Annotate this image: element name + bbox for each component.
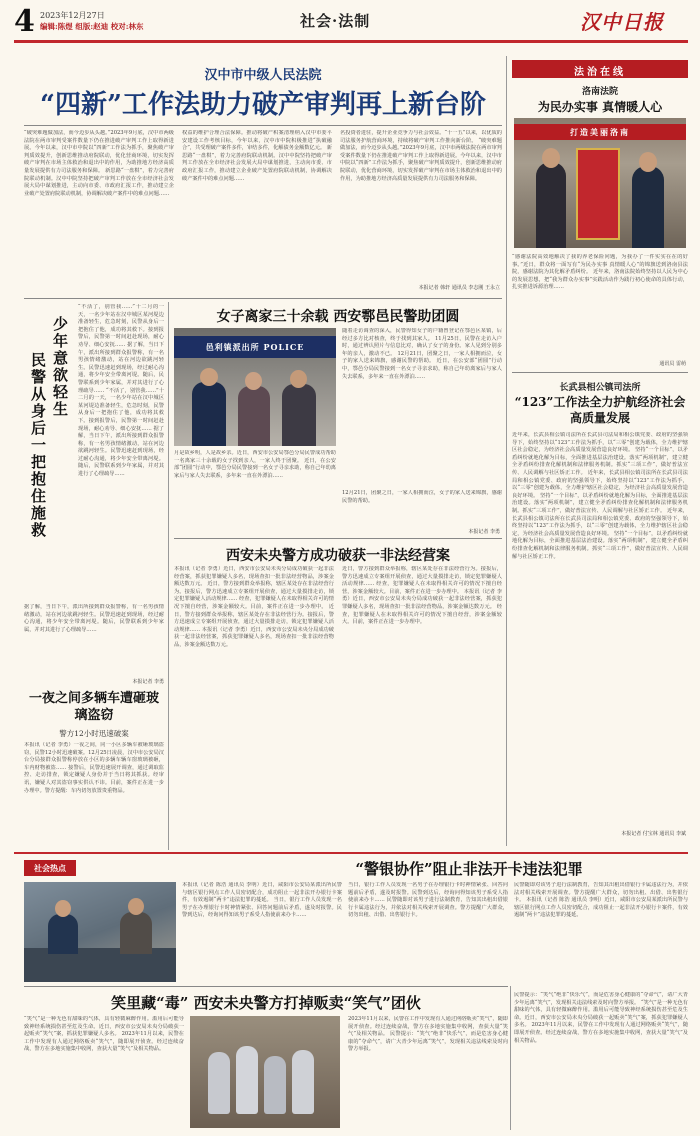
story-c-paragraph-5b: 12月21日，团聚之日，一家人相拥而泣，女子的家人送来锦旗，感谢民警的帮助。 [342, 490, 502, 504]
story-b-paragraph-2: 接警后，民警迅速展开调查，通过调取监控、走访排查，锁定嫌疑人身份并于当日将其抓获。经审讯，嫌疑人对其盗窃事实供认不讳。目前，案件正在进一步办理中。警方提醒：车内切勿放置贵重物品。 [24, 764, 164, 794]
page-number: 4 [14, 4, 35, 39]
story-c-paragraph-1: 月是故乡明，人是故乡亲。近日，西安市公安局鄠邑分局民警成功帮助一名离家三十余载的女子找到亲人，一家人终于团聚。 [174, 450, 336, 464]
story-e-badge-label: 社会热点 [34, 863, 66, 873]
story-b-body [24, 742, 164, 846]
story-a-paragraph-2: 据了解，当日下午，派出所接到群众报警称，有一名男孩情绪激动，站在河边欲跳河轻生。民警迅速赶到现场，经过耐心沟通，将少年安全带离河堤。随后，民警联系到少年家属，并对其进行了心理疏导…… [78, 341, 164, 394]
column-body [512, 254, 688, 360]
story-d-paragraph-1: 本报讯（记者 李勇）近日，西安市公安局未央分局成功破获一起非法经营案，抓获犯罪嫌疑人多名，现场查扣一批非法经营物品，涉案金额达数万元。 [174, 566, 334, 588]
photo-banner [514, 124, 686, 140]
story-b-title: 一夜之间多辆车遭砸玻璃盗窃 [28, 691, 159, 723]
gas-canister-4 [292, 1050, 314, 1114]
person-right-head [639, 152, 657, 172]
person-left-head [542, 148, 560, 168]
bottom-band-rule [14, 852, 688, 854]
section-title: 社会·法制 [300, 12, 371, 30]
story-f-col2 [348, 1016, 508, 1128]
story-c-photo [174, 328, 336, 446]
vsep-right [506, 56, 507, 846]
story-e-paragraph-1: 本报讯（记者 陈浩 通讯员 李明）近日，咸阳市公安局某派出所民警与辖区银行网点工作人员密切配合，成功阻止一起非法开办银行卡案件，有效遏制“两卡”违法犯罪的蔓延。 [182, 882, 342, 904]
lead-paragraph-3: 权益的维护合理合法保障。推动将破产积案清理纳入汉中市委平安建设工作考核目标，今年以来，汉中市中院积极推进“执破融合”，共受理破产案件多件，审结多件，化解债务金额数亿元。 [182, 130, 332, 152]
lead-paragraph-4: 名投资者进驻，提升企业竞争力与社会效益。“十一五”以来，以优质的司法服务护航营商环境，持续将破产审判工作推向新台阶。 [340, 130, 502, 144]
story-e-paragraph-3b: 民警随即对该男子进行法制教育，告知其出租出借银行卡属违法行为，并依法对相关线索开展调查。警方提醒广大群众，切勿出租、出借、出售银行卡。 [514, 882, 688, 904]
story-a-paragraph-2b: 据了解，当日下午，派出所接到群众报警称，有一名男孩情绪激动，站在河边欲跳河轻生。民警迅速赶到现场，经过耐心沟通，将少年安全带离河堤。随后，民警联系到少年家属，并对其进行了心理疏导…… [78, 425, 164, 478]
story-d-paragraph-2c: 近日，警方接到群众举报称，辖区某处存在非法经营行为。接报后，警方迅速成立专案组开展侦查，通过大量摸排走访，锁定犯罪嫌疑人活动规律…… [342, 566, 502, 588]
page-header [0, 0, 700, 52]
editors-line: 编辑:陈煜 组版:赵迪 校对:林东 [40, 22, 144, 31]
relative-head [290, 370, 307, 388]
story-e-photo [24, 882, 176, 982]
story-f-paragraph-1: “笑气”是一种无色有甜味的气体，具有轻微麻醉作用。滥用后可能导致神经系统损伤甚至危及生命。近日，西安市公安局未央分局破获一起贩卖“笑气”案，抓获犯罪嫌疑人多名。 [24, 1016, 184, 1038]
story-e-paragraph-2: 当日，银行工作人员发现一名男子在办理银行卡时神情紧张、回答问题前后矛盾，遂及时报警。民警到达后，经询问得知该男子系受人指使前来办卡…… [182, 897, 342, 919]
story-f-paragraph-2: 2023年11月以来，民警在工作中发现有人通过网络贩卖“笑气”，随即展开侦查。经过连续奋战，警方在多地实施集中收网，查获大量“笑气”及相关物品。 [24, 1031, 184, 1053]
column2-paragraph-1c: 近年来，长武县相公镇司法所在长武县司法局和相公镇党委、政府的坚强领导下，始终坚持以“123”工作法为抓手，以“三零”创建为载体，全力维护辖区社会稳定，为经济社会高质量发展营造良好环境。 [512, 507, 688, 537]
gas-canister-3 [264, 1056, 286, 1114]
teller-head [55, 900, 71, 917]
story-a-title-1: 少年意欲轻生 [51, 316, 69, 418]
column2-title: “123”工作法全力护航经济社会高质量发展 [514, 395, 686, 425]
story-d-col2 [342, 566, 502, 848]
story-a-headline [24, 302, 74, 602]
column-photo [514, 118, 686, 248]
column-unit: 洛南法院 [581, 87, 618, 97]
column-paragraph-1: “感谢法院高效地解决了我的养老保险问题，为我办了一件实实在在的好事。”近日，群众将一面写有“为民办实事 真情暖人心”的锦旗送到洛南县法院，感谢法院为其化解矛盾纠纷。 [512, 254, 688, 276]
column2-unit: 长武县相公镇司法所 [559, 383, 641, 393]
police-sign [174, 336, 336, 358]
story-a-byline: 本报记者 李勇 [132, 679, 164, 685]
story-a-paragraph-1b: “不活了，别管我……”十二月的一天，一名少年站在汉中城区某河堤边准备轻生，危急时刻，民警从身后一把抱住了他，成功将其救下。接到报警后，民警第一时间赶赴现场，耐心劝导、细心安抚…… [78, 387, 164, 432]
story-f-col1 [24, 1016, 184, 1128]
story-c-body-right [342, 328, 502, 486]
lead-headline-block [24, 60, 502, 124]
vsep-left [168, 302, 169, 850]
column-title: 为民办实事 真情暖人心 [537, 100, 663, 114]
story-c-paragraph-2b: 近日，在公安部“团圆”行动中，鄠邑分局民警接到一名女子寻亲求助，称自己年幼离家后与家人失去联系，多年来一直在外漂泊…… [342, 358, 502, 380]
story-d-paragraph-2: 近日，警方接到群众举报称，辖区某处存在非法经营行为。接报后，警方迅速成立专案组开展侦查，通过大量摸排走访，锁定犯罪嫌疑人活动规律…… [174, 581, 334, 603]
woman-head [245, 372, 262, 390]
story-c-paragraph-4: 11月25日，民警在走访入户时，通过辨认照片与信息比对，确认了女子的身份。家人见到分别多年的亲人，激动不已。 [342, 335, 502, 357]
column2-body [512, 432, 688, 828]
story-e-col2 [348, 882, 508, 982]
story-a-paragraph-1: “不活了，别管我……”十二月的一天，一名少年站在汉中城区某河堤边准备轻生，危急时刻，民警从身后一把抱住了他，成功将其救下。接到报警后，民警第一时间赶赴现场，耐心劝导、细心安抚…… [78, 304, 164, 348]
gas-canister-1 [208, 1052, 230, 1114]
story-c-body-lower-right [342, 490, 502, 530]
photo-banner-text: 打造美丽洛南 [570, 127, 630, 137]
story-f-paragraph-2c: 2023年11月以来，民警在工作中发现有人通过网络贩卖“笑气”，随即展开侦查。经过连续奋战，警方在多地实施集中收网，查获大量“笑气”及相关物品。 [514, 1022, 688, 1044]
story-f-photo [190, 1016, 340, 1128]
column2-paragraph-2b: 坚持“一个目标”，以矛盾纠纷就地化解为目标，全面推进基层法治建设。落实“两项机制”，建立健全矛盾纠纷排查化解机制和法律服务机制。抓实“三项工作”，做好普法宣传、人民调解与社区矫正工作。 [512, 492, 688, 514]
lead-body-col2 [182, 130, 332, 292]
story-c-byline: 本报记者 李勇 [468, 529, 500, 535]
counter-desk [24, 948, 176, 982]
story-d-col1 [174, 566, 334, 848]
column2-paragraph-1b: 近年来，长武县相公镇司法所在长武县司法局和相公镇党委、政府的坚强领导下，始终坚持以“123”工作法为抓手，以“三零”创建为载体，全力维护辖区社会稳定，为经济社会高质量发展营造良好环境。 [512, 469, 688, 499]
teller-figure [48, 914, 78, 954]
lead-paragraph-2: 新思路“一盘棋”，着力完善府院联动机制。汉中中院坚持把破产审判工作放在全市经济社会发展大局中谋划推进，主动向市委、市政府汇报工作，推动建立企业破产处置府院联动机制，协调解决破产案件中的难点问题…… [24, 167, 174, 197]
story-ef-divider [24, 986, 508, 987]
gas-canister-2 [236, 1046, 258, 1114]
story-c-paragraph-3: 随着走访调查的深入，民警得知女子的户籍曾登记在鄠邑区某镇，后经过多方比对核查，终于找到其家人。 [342, 328, 502, 342]
story-d-paragraph-1b: 本报讯（记者 李勇）近日，西安市公安局未央分局成功破获一起非法经营案，抓获犯罪嫌疑人多名，现场查扣一批非法经营物品，涉案金额达数万元。 [174, 626, 334, 648]
lead-body-col3 [340, 130, 502, 280]
customer-figure [120, 912, 152, 954]
vsep-bottom [510, 986, 511, 1130]
lead-title: “四新”工作法助力破产审判再上新台阶 [40, 90, 486, 120]
story-a-paragraph-3: 据了解，当日下午，派出所接到群众报警称，有一名男孩情绪激动，站在河边欲跳河轻生。民警迅速赶到现场，经过耐心沟通，将少年安全带离河堤。随后，民警联系到少年家属，并对其进行了心理疏导…… [24, 604, 164, 633]
column2-byline: 本报记者 付宝林 通讯员 李斌 [621, 831, 686, 837]
lead-divider [24, 125, 502, 126]
story-c-paragraph-2: 近日，在公安部“团圆”行动中，鄠邑分局民警接到一名女子寻亲求助，称自己年幼离家后与家人失去联系，多年来一直在外漂泊…… [174, 457, 336, 479]
story-a-body [78, 304, 164, 630]
mid-divider [24, 298, 502, 299]
story-f-col3 [514, 992, 688, 1128]
lead-paragraph-1: “破突难题做加法，而今迈步从头越。”2023年9月底，汉中市两级法院在两市审判受案件数量下仍在推进破产审判工作上取得新进展。今年以来，汉中市中院以“四新”工作法为抓手，聚焦破产审判质效提升，创新思维推动府院联动，优化营商环境，切实发挥破产审判在市场主体救治和退出中的作用，为助推地方经济高质量发展提供有力司法服务和保障。 [24, 130, 174, 174]
officer-head [200, 368, 218, 386]
story-d-paragraph-3b: 经查，犯罪嫌疑人在未取得相关许可的情况下擅自经营，涉案金额较大。目前，案件正在进一步办理中。 [342, 581, 502, 595]
story-c-title: 女子离家三十余载 西安鄠邑民警助团圆 [216, 309, 460, 325]
header-rule [14, 40, 688, 43]
right-divider [512, 372, 688, 373]
lead-byline: 本报记者 韩轩 通讯员 李志刚 王永立 [418, 285, 500, 291]
story-e-paragraph-1b: 本报讯（记者 陈浩 通讯员 李明）近日，咸阳市公安局某派出所民警与辖区银行网点工作人员密切配合，成功阻止一起非法开办银行卡案件，有效遏制“两卡”违法犯罪的蔓延。 [514, 897, 688, 919]
story-b-subtitle: 警方12小时迅速破案 [59, 729, 129, 738]
column2-paragraph-1: 近年来，长武县相公镇司法所在长武县司法局和相公镇党委、政府的坚强领导下，始终坚持以“123”工作法为抓手，以“三零”创建为载体，全力维护辖区社会稳定，为经济社会高质量发展营造良好环境。 [512, 432, 688, 454]
lead-body-col1 [24, 130, 174, 292]
story-e-badge [24, 860, 76, 876]
story-f-paragraph-2b: 2023年11月以来，民警在工作中发现有人通过网络贩卖“笑气”，随即展开侦查。经过连续奋战，警方在多地实施集中收网，查获大量“笑气”及相关物品。 [348, 1016, 508, 1038]
column-badge-label: 法治在线 [574, 67, 626, 78]
story-c-body-lower-left [174, 450, 336, 532]
person-right [632, 166, 664, 248]
story-d-title: 西安未央警方成功破获一非法经营案 [226, 548, 450, 564]
lead-paragraph-1b: “破突难题做加法，而今迈步从头越。”2023年9月底，汉中市两级法院在两市审判受案件数量下仍在推进破产审判工作上取得新进展。今年以来，汉中市中院以“四新”工作法为抓手，聚焦破产审判质效提升，创新思维推动府院联动，优化营商环境，切实发挥破产审判在市场主体救治和退出中的作用，为助推地方经济高质量发展提供有力司法服务和保障。 [340, 137, 502, 182]
officer-figure [192, 382, 226, 446]
story-cd-divider [174, 538, 502, 539]
story-d-paragraph-3c: 经查，犯罪嫌疑人在未取得相关许可的情况下擅自经营，涉案金额较大。目前，案件正在进一步办理中。 [342, 603, 502, 626]
story-d-paragraph-1c: 本报讯（记者 李勇）近日，西安市公安局未央分局成功破获一起非法经营案，抓获犯罪嫌疑人多名，现场查扣一批非法经营物品，涉案金额达数万元。 [342, 588, 502, 610]
police-sign-text: 邑利镇派出所 POLICE [205, 342, 305, 352]
story-b-paragraph-1: 本报讯（记者 李勇）一夜之间，同一小区多辆车被砸玻璃盗窃，民警12小时迅速破案。12月25日凌晨，汉中市公安局汉台分局接群众报警称停放在小区的多辆车辆车窗玻璃被砸，车内财物被盗…… [24, 742, 164, 771]
column-badge [512, 60, 688, 78]
story-f-paragraph-3b: 民警提示：“笑气”绝非“快乐气”，而是危害身心健康的“夺命气”，请广大青少年远离“笑气”，发现相关违法线索及时向警方举报。 [514, 992, 688, 1006]
person-left [536, 162, 566, 248]
column-paragraph-2: 近年来，洛南法院始终坚持以人民为中心的发展思想，把“我为群众办实事”实践活动作为践行初心使命的具体行动，扎实推进诉源治理…… [512, 269, 688, 291]
story-e-col3 [514, 882, 688, 982]
story-e-col1 [182, 882, 342, 982]
story-f-paragraph-1b: “笑气”是一种无色有甜味的气体，具有轻微麻醉作用。滥用后可能导致神经系统损伤甚至危及生命。近日，西安市公安局未央分局破获一起贩卖“笑气”案，抓获犯罪嫌疑人多名。 [514, 999, 688, 1029]
story-d-paragraph-2b: 近日，警方接到群众举报称，辖区某处存在非法经营行为。接报后，警方迅速成立专案组开展侦查，通过大量摸排走访，锁定犯罪嫌疑人活动规律…… [174, 603, 334, 633]
story-f-paragraph-3: 民警提示：“笑气”绝非“快乐气”，而是危害身心健康的“夺命气”，请广大青少年远离“笑气”，发现相关违法线索及时向警方举报。 [348, 1031, 508, 1053]
column2-paragraph-2c: 坚持“一个目标”，以矛盾纠纷就地化解为目标，全面推进基层法治建设。落实“两项机制”，建立健全矛盾纠纷排查化解机制和法律服务机制。抓实“三项工作”，做好普法宣传、人民调解与社区矫正工作。 [512, 530, 688, 560]
silk-banner [576, 148, 620, 240]
column-byline: 通讯员 雷萌 [659, 361, 686, 367]
story-e-paragraph-3: 民警随即对该男子进行法制教育，告知其出租出借银行卡属违法行为，并依法对相关线索开展调查。警方提醒广大群众，切勿出租、出借、出售银行卡。 [348, 897, 508, 919]
story-e-paragraph-2b: 当日，银行工作人员发现一名男子在办理银行卡时神情紧张、回答问题前后矛盾，遂及时报警。民警到达后，经询问得知该男子系受人指使前来办卡…… [348, 882, 508, 904]
lead-kicker: 汉中市中级人民法院 [204, 68, 322, 83]
customer-head [128, 898, 144, 915]
paper-logo: 汉中日报 [580, 10, 664, 34]
story-a-body-lower [24, 604, 164, 676]
story-f-title: 笑里藏“毒” 西安未央警方打掉贩卖“笑气”团伙 [111, 994, 421, 1012]
woman-figure [238, 386, 270, 446]
column2-paragraph-2: 坚持“一个目标”，以矛盾纠纷就地化解为目标，全面推进基层法治建设。落实“两项机制”，建立健全矛盾纠纷排查化解机制和法律服务机制。抓实“三项工作”，做好普法宣传、人民调解与社区矫正工作。 [512, 447, 688, 476]
story-c-paragraph-5: 12月21日，团聚之日，一家人相拥而泣，女子的家人送来锦旗，感谢民警的帮助。 [342, 350, 502, 365]
date-line: 2023年12月27日 [40, 11, 105, 20]
story-d-paragraph-3: 经查，犯罪嫌疑人在未取得相关许可的情况下擅自经营，涉案金额较大。目前，案件正在进一步办理中。 [174, 596, 334, 610]
relative-figure [282, 384, 316, 446]
story-a-title-2: 民警从身后一把抱住施救 [29, 352, 47, 539]
story-e-title: “警银协作”阻止非法开卡违法犯罪 [355, 860, 583, 878]
lead-paragraph-2b: 新思路“一盘棋”，着力完善府院联动机制。汉中中院坚持把破产审判工作放在全市经济社会发展大局中谋划推进，主动向市委、市政府汇报工作，推动建立企业破产处置府院联动机制，协调解决破产案件中的难点问题…… [182, 145, 332, 182]
